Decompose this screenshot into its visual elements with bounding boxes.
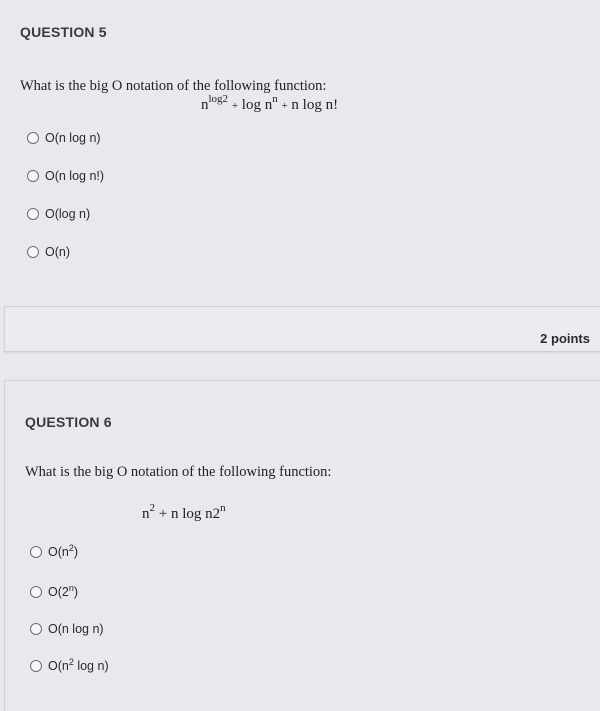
option-exponent: n: [68, 583, 74, 593]
formula-term: log n: [241, 97, 273, 113]
q6-option-1[interactable]: [30, 545, 78, 559]
formula-term: n log n2: [170, 506, 221, 522]
option-label: [48, 659, 109, 673]
option-label: [48, 545, 78, 559]
option-label: O(log n): [45, 207, 91, 221]
option-exponent: 2: [68, 543, 74, 553]
q5-option-1[interactable]: [27, 131, 101, 145]
points-badge: 2 points: [540, 331, 590, 346]
q6-option-4[interactable]: [30, 659, 109, 673]
radio-button[interactable]: [27, 132, 39, 144]
formula-exponent: n: [220, 502, 226, 514]
formula-plus: +: [281, 100, 288, 112]
radio-button[interactable]: [27, 170, 39, 182]
formula-exponent: 2: [149, 502, 155, 514]
option-label: O(n log n): [45, 131, 101, 145]
option-label: [48, 622, 104, 636]
question-5-prompt: What is the big O notation of the following function:: [20, 78, 327, 94]
question-5-footer: [4, 306, 600, 352]
formula-plus: +: [158, 506, 168, 522]
radio-button[interactable]: [27, 208, 39, 220]
formula-exponent: n: [272, 93, 278, 105]
radio-button[interactable]: [30, 546, 42, 558]
radio-button[interactable]: [30, 660, 42, 672]
radio-button[interactable]: [30, 586, 42, 598]
option-text: ): [73, 545, 79, 559]
option-label: O(n log n!): [45, 169, 105, 183]
question-6-formula: [142, 502, 226, 523]
question-5-formula: [201, 93, 339, 114]
q5-option-4[interactable]: [27, 245, 70, 259]
radio-button[interactable]: [27, 246, 39, 258]
option-text: O(n: [48, 545, 69, 559]
option-label: [48, 585, 78, 599]
question-5-label: QUESTION 5: [20, 24, 107, 40]
q6-option-3[interactable]: [30, 622, 104, 636]
option-text: O(n log n): [48, 622, 104, 636]
formula-term: n: [142, 506, 150, 522]
option-label: O(n): [45, 245, 70, 259]
question-6-prompt: What is the big O notation of the following function:: [25, 464, 332, 480]
radio-button[interactable]: [30, 623, 42, 635]
option-text: O(2: [48, 585, 69, 599]
formula-plus: +: [231, 100, 239, 112]
option-text: ): [73, 585, 79, 599]
option-text: log n): [73, 659, 109, 673]
option-text: O(n: [48, 659, 69, 673]
q5-option-2[interactable]: [27, 169, 104, 183]
q5-option-3[interactable]: [27, 207, 90, 221]
q6-option-2[interactable]: [30, 585, 78, 599]
formula-term: n: [201, 97, 209, 113]
option-exponent: 2: [68, 657, 74, 667]
question-6-label: QUESTION 6: [25, 414, 112, 430]
formula-term: n log n!: [291, 97, 339, 113]
formula-exponent: log2: [208, 93, 229, 105]
